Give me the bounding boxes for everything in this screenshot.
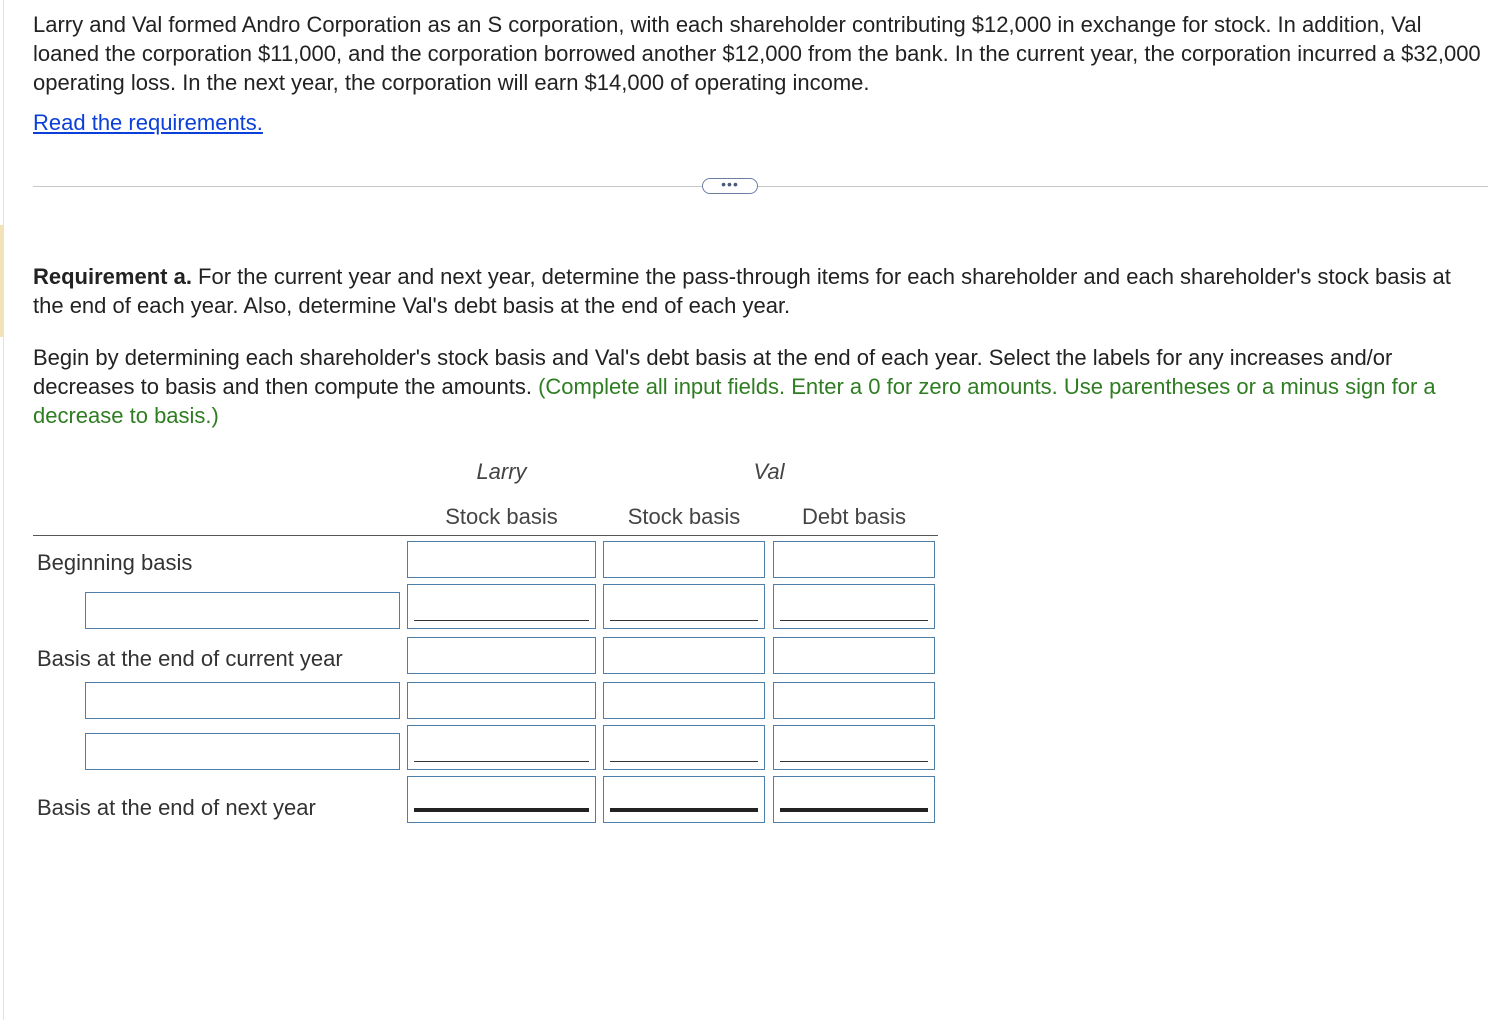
cell-double-underline [414, 808, 589, 812]
val-stock-adjustment-3-input[interactable] [603, 725, 765, 770]
val-stock-end-next-input[interactable] [603, 776, 765, 823]
row-label-end-current-year: Basis at the end of current year [37, 646, 343, 671]
cell-underline [414, 761, 589, 762]
header-larry-stock-basis: Stock basis [445, 504, 558, 529]
problem-statement [33, 10, 1481, 97]
expand-more-button[interactable]: ••• [702, 178, 758, 194]
requirement-a [33, 262, 1473, 320]
val-debt-end-current-input[interactable] [773, 637, 935, 674]
requirement-label: Requirement a. [33, 264, 192, 289]
header-val-debt-basis: Debt basis [802, 504, 906, 529]
adjustment-label-select-1[interactable] [85, 592, 400, 629]
cell-double-underline [610, 808, 758, 812]
val-stock-beginning-input[interactable] [603, 541, 765, 578]
larry-stock-adjustment-1-input[interactable] [407, 584, 596, 629]
cell-underline [414, 620, 589, 621]
left-accent-bar [0, 225, 3, 337]
val-stock-end-current-input[interactable] [603, 637, 765, 674]
cell-underline [780, 620, 928, 621]
cell-underline [610, 620, 758, 621]
read-requirements-link[interactable]: Read the requirements. [33, 110, 263, 135]
val-stock-adjustment-1-input[interactable] [603, 584, 765, 629]
problem-text: Larry and Val formed Andro Corporation as an S corporation, with each shareholder contributing $12,000 in exchange for stock. In addition, Val loaned the corporation $11,000, and the corporation borrowed another $12,000 from the bank. In the current year, the corporation incurred a $32,000 operating loss. In the next year, the corporation will earn $14,000 of operating income. [33, 12, 1481, 95]
adjustment-label-select-2[interactable] [85, 682, 400, 719]
cell-double-underline [780, 808, 928, 812]
row-label-beginning-basis: Beginning basis [37, 550, 193, 575]
val-debt-adjustment-3-input[interactable] [773, 725, 935, 770]
adjustment-label-select-3[interactable] [85, 733, 400, 770]
header-val-stock-basis: Stock basis [627, 504, 741, 529]
val-stock-adjustment-2-input[interactable] [603, 682, 765, 719]
larry-stock-adjustment-2-input[interactable] [407, 682, 596, 719]
val-debt-end-next-input[interactable] [773, 776, 935, 823]
larry-stock-adjustment-3-input[interactable] [407, 725, 596, 770]
header-larry: Larry [476, 459, 527, 484]
cell-underline [610, 761, 758, 762]
header-val: Val [753, 459, 785, 484]
section-divider [33, 186, 1488, 187]
requirement-text: For the current year and next year, determine the pass-through items for each shareholder and each shareholder's stock basis at the end of each year. Also, determine Val's debt basis at the end of each year. [33, 264, 1451, 318]
row-label-end-next-year: Basis at the end of next year [37, 795, 316, 820]
val-debt-beginning-input[interactable] [773, 541, 935, 578]
cell-underline [780, 761, 928, 762]
instructions [33, 343, 1453, 430]
left-border [3, 0, 4, 1020]
larry-stock-end-next-input[interactable] [407, 776, 596, 823]
larry-stock-beginning-input[interactable] [407, 541, 596, 578]
val-debt-adjustment-2-input[interactable] [773, 682, 935, 719]
instructions-note: (Complete all input fields. Enter a 0 for zero amounts. Use parentheses or a minus sign for a decrease to basis.) [33, 374, 1436, 428]
val-debt-adjustment-1-input[interactable] [773, 584, 935, 629]
instructions-text: Begin by determining each shareholder's stock basis and Val's debt basis at the end of each year. Select the labels for any increases and/or decreases to basis and then compute the amounts. [33, 345, 1393, 399]
larry-stock-end-current-input[interactable] [407, 637, 596, 674]
table-header-rule [33, 535, 938, 536]
